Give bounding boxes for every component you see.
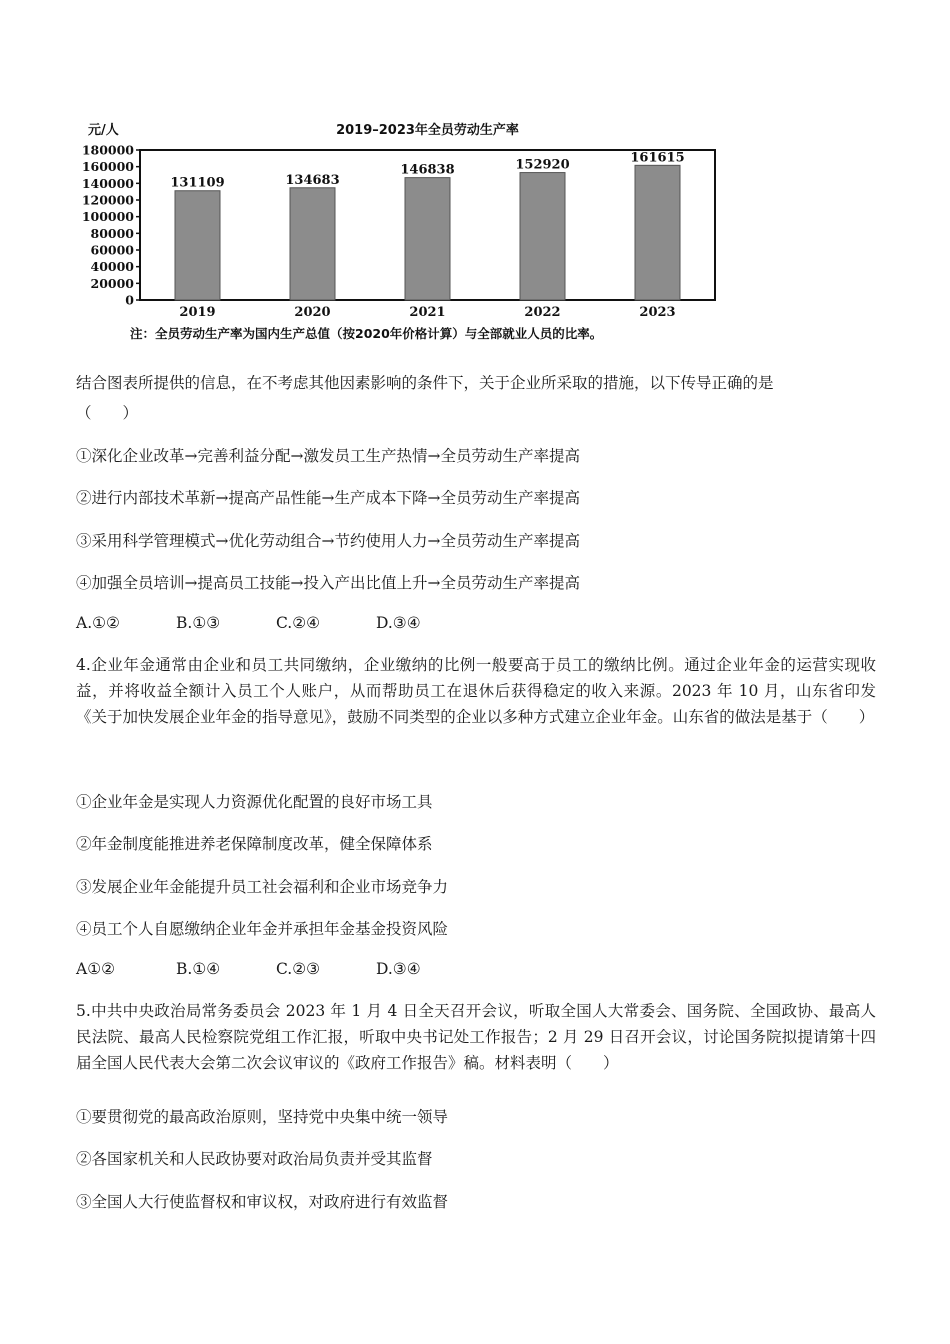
y-tick-label: 140000: [81, 175, 134, 191]
y-tick-label: 120000: [81, 192, 134, 208]
y-tick-label: 100000: [81, 209, 134, 225]
bar: [175, 191, 220, 300]
q3-item-3: ③采用科学管理模式→优化劳动组合→节约使用人力→全员劳动生产率提高: [76, 532, 580, 550]
chart-note: 注：全员劳动生产率为国内生产总值（按2020年价格计算）与全部就业人员的比率。: [130, 326, 603, 341]
q4-item-4: ④员工个人自愿缴纳企业年金并承担年金基金投资风险: [76, 920, 449, 938]
bar-data-label: 152920: [515, 157, 570, 173]
q3-option-d[interactable]: D.③④: [376, 614, 421, 632]
q4-option-a[interactable]: A①②: [76, 960, 115, 978]
y-tick-label: 0: [125, 292, 134, 308]
bar: [405, 178, 450, 300]
q3-options: [76, 614, 476, 632]
q4-options: [76, 960, 476, 978]
q4-option-b[interactable]: B.①④: [176, 960, 221, 978]
y-tick-label: 20000: [90, 275, 134, 291]
y-tick-label: 160000: [81, 159, 134, 175]
q3-item-1: ①深化企业改革→完善利益分配→激发员工生产热情→全员劳动生产率提高: [76, 447, 580, 465]
bar-data-label: 161615: [630, 150, 685, 166]
bar-data-label: 131109: [170, 175, 225, 191]
q3-option-a[interactable]: A.①②: [76, 614, 120, 632]
x-tick-label: 2021: [409, 305, 446, 320]
q5-item-3: ③全国人大行使监督权和审议权，对政府进行有效监督: [76, 1193, 449, 1211]
bar-data-label: 134683: [285, 172, 340, 188]
x-tick-label: 2023: [639, 305, 676, 320]
q3-item-4: ④加强全员培训→提高员工技能→投入产出比值上升→全员劳动生产率提高: [76, 574, 580, 592]
x-tick-label: 2019: [179, 305, 216, 320]
q5-stem: 5.中共中央政治局常务委员会 2023 年 1 月 4 日全天召开会议，听取全国人大常委会、国务院、全国政协、最高人民法院、最高人民检察院党组工作汇报，听取中央书记处工作报告；2 月 29 日召开会议，讨论国务院拟提请第十四届全国人民代表大会第二次会议审议的《政府工作报告》稿。材料表明（ ）: [76, 1002, 876, 1072]
q4-item-3: ③发展企业年金能提升员工社会福利和企业市场竞争力: [76, 878, 449, 896]
productivity-chart: [80, 112, 740, 347]
y-axis-label: 元/人: [88, 123, 119, 138]
q3-option-c[interactable]: C.②④: [276, 614, 321, 632]
bar: [635, 165, 680, 300]
q4-option-d[interactable]: D.③④: [376, 960, 421, 978]
q4-item-2: ②年金制度能推进养老保障制度改革，健全保障体系: [76, 835, 433, 853]
q4-option-c[interactable]: C.②③: [276, 960, 321, 978]
x-tick-label: 2022: [524, 305, 561, 320]
y-tick-label: 60000: [90, 242, 134, 258]
y-tick-label: 40000: [90, 259, 134, 275]
q4-stem: 4.企业年金通常由企业和员工共同缴纳，企业缴纳的比例一般要高于员工的缴纳比例。通过企业年金的运营实现收益，并将收益全额计入员工个人账户，从而帮助员工在退休后获得稳定的收入来源。2023 年 10 月，山东省印发《关于加快发展企业年金的指导意见》，鼓励不同类型的企业以多种方式建立企业年金。山东省的做法是基于（ ）: [76, 656, 876, 726]
q3-option-b[interactable]: B.①③: [176, 614, 221, 632]
chart-title: 2019–2023年全员劳动生产率: [336, 123, 519, 138]
chart-svg: [80, 112, 740, 347]
q3-item-2: ②进行内部技术革新→提高产品性能→生产成本下降→全员劳动生产率提高: [76, 489, 580, 507]
q3-stem-line1: 结合图表所提供的信息，在不考虑其他因素影响的条件下，关于企业所采取的措施，以下传导正确的是: [76, 374, 774, 392]
bar: [290, 188, 335, 300]
q4-item-1: ①企业年金是实现人力资源优化配置的良好市场工具: [76, 793, 433, 811]
q5-item-1: ①要贯彻党的最高政治原则，坚持党中央集中统一领导: [76, 1108, 449, 1126]
y-tick-label: 180000: [81, 142, 134, 158]
q3-stem-line2: （ ）: [76, 404, 139, 422]
bar-data-label: 146838: [400, 162, 455, 178]
y-tick-label: 80000: [90, 225, 134, 241]
bar: [520, 173, 565, 300]
x-tick-label: 2020: [294, 305, 331, 320]
q5-item-2: ②各国家机关和人民政协要对政治局负责并受其监督: [76, 1150, 433, 1168]
